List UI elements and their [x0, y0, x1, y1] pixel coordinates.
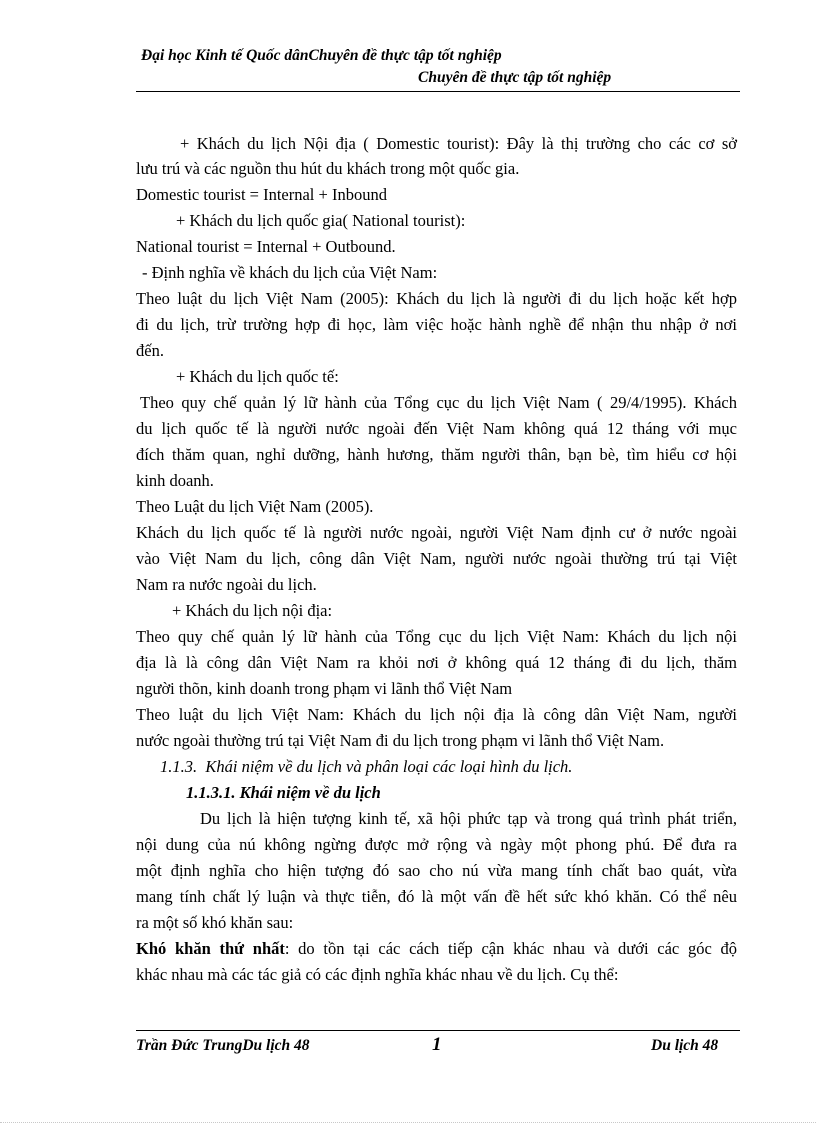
paragraph-text: : do tồn tại các cách tiếp cận khác nhau và dưới các góc độ [284, 939, 737, 958]
paragraph-line: Du lịch là hiện tượng kinh tế, xã hội phức tạp và trong quá trình phát triển, [200, 809, 737, 828]
paragraph-line: mang tính chất lý luận và thực tiễn, đó là một vấn đề hết sức khó khăn. Có thể nêu [136, 887, 737, 906]
section-number: 1.1.3. [160, 757, 198, 776]
paragraph-line: du lịch quốc tế là người nước ngoài đến Việt Nam không quá 12 tháng với mục [136, 419, 737, 438]
section-heading [160, 757, 572, 777]
paragraph-line: kinh doanh. [136, 471, 214, 490]
header-rule [136, 91, 740, 92]
emphasis-label: Khó khăn thứ nhất [136, 939, 285, 958]
paragraph-line: Khách du lịch quốc tế là người nước ngoài, người Việt Nam định cư ở nước ngoài [136, 523, 737, 542]
paragraph-line: - Định nghĩa về khách du lịch của Việt Nam: [142, 263, 438, 282]
paragraph-line: Nam ra nước ngoài du lịch. [136, 575, 317, 594]
footer-author: Trần Đức TrungDu lịch 48 [136, 1037, 310, 1054]
footer-rule [136, 1030, 740, 1031]
paragraph-line [136, 939, 737, 959]
header-line-1: Đại học Kinh tế Quốc dânChuyên đề thực tập tốt nghiệp [141, 47, 502, 64]
header-line-2: Chuyên đề thực tập tốt nghiệp [418, 69, 612, 86]
paragraph-line: người thõn, kinh doanh trong phạm vi lãnh thổ Việt Nam [136, 679, 513, 698]
paragraph-line: + Khách du lịch quốc tế: [176, 367, 339, 386]
paragraph-line: lưu trú và các nguồn thu hút du khách trong một quốc gia. [136, 159, 520, 178]
paragraph-line: ra một số khó khăn sau: [136, 913, 294, 932]
paragraph-line: + Khách du lịch Nội địa ( Domestic tourist): Đây là thị trường cho các cơ sở [180, 134, 737, 153]
paragraph-line: Theo luật du lịch Việt Nam: Khách du lịch nội địa là công dân Việt Nam, người [136, 705, 737, 724]
paragraph-line: đi du lịch, trừ trường hợp đi học, làm việc hoặc hành nghề để nhận thu nhập ở nơi [136, 315, 737, 334]
paragraph-line: National tourist = Internal + Outbound. [136, 237, 396, 256]
paragraph-line: Domestic tourist = Internal + Inbound [136, 185, 387, 204]
paragraph-line: Theo luật du lịch Việt Nam (2005): Khách du lịch là người đi du lịch hoặc kết hợp [136, 289, 737, 308]
paragraph-line: khác nhau mà các tác giả có các định nghĩa khác nhau về du lịch. Cụ thể: [136, 965, 619, 984]
paragraph-line: địa là là công dân Việt Nam ra khỏi nơi ở không quá 12 tháng đi du lịch, thăm [136, 653, 737, 672]
section-title: Khái niệm về du lịch và phân loại các loại hình du lịch. [205, 757, 573, 776]
paragraph-line: + Khách du lịch nội địa: [172, 601, 333, 620]
paragraph-line: Theo quy chế quản lý lữ hành của Tổng cục du lịch Việt Nam ( 29/4/1995). Khách [140, 393, 737, 412]
paragraph-line: + Khách du lịch quốc gia( National tourist): [176, 211, 466, 230]
paragraph-line: một định nghĩa cho hiện tượng đó sao cho nú vừa mang tính chất bao quát, vừa [136, 861, 737, 880]
paragraph-line: nước ngoài thường trú tại Việt Nam đi du lịch trong phạm vi lãnh thổ Việt Nam. [136, 731, 665, 750]
subsection-heading: 1.1.3.1. Khái niệm về du lịch [186, 783, 381, 802]
paragraph-line: Theo quy chế quản lý lữ hành của Tổng cục du lịch Việt Nam: Khách du lịch nội [136, 627, 737, 646]
paragraph-line: đến. [136, 341, 164, 360]
paragraph-line: Theo Luật du lịch Việt Nam (2005). [136, 497, 374, 516]
paragraph-line: vào Việt Nam du lịch, công dân Việt Nam, người nước ngoài thường trú tại Việt [136, 549, 737, 568]
paragraph-line: đích thăm quan, nghỉ dưỡng, hành hương, thăm người thân, bạn bè, tìm hiểu cơ hội [136, 445, 737, 464]
page-number: 1 [432, 1034, 442, 1055]
footer-course: Du lịch 48 [651, 1037, 719, 1054]
paragraph-line: nội dung của nú không ngừng được mở rộng và ngày một phong phú. Để đưa ra [136, 835, 737, 854]
